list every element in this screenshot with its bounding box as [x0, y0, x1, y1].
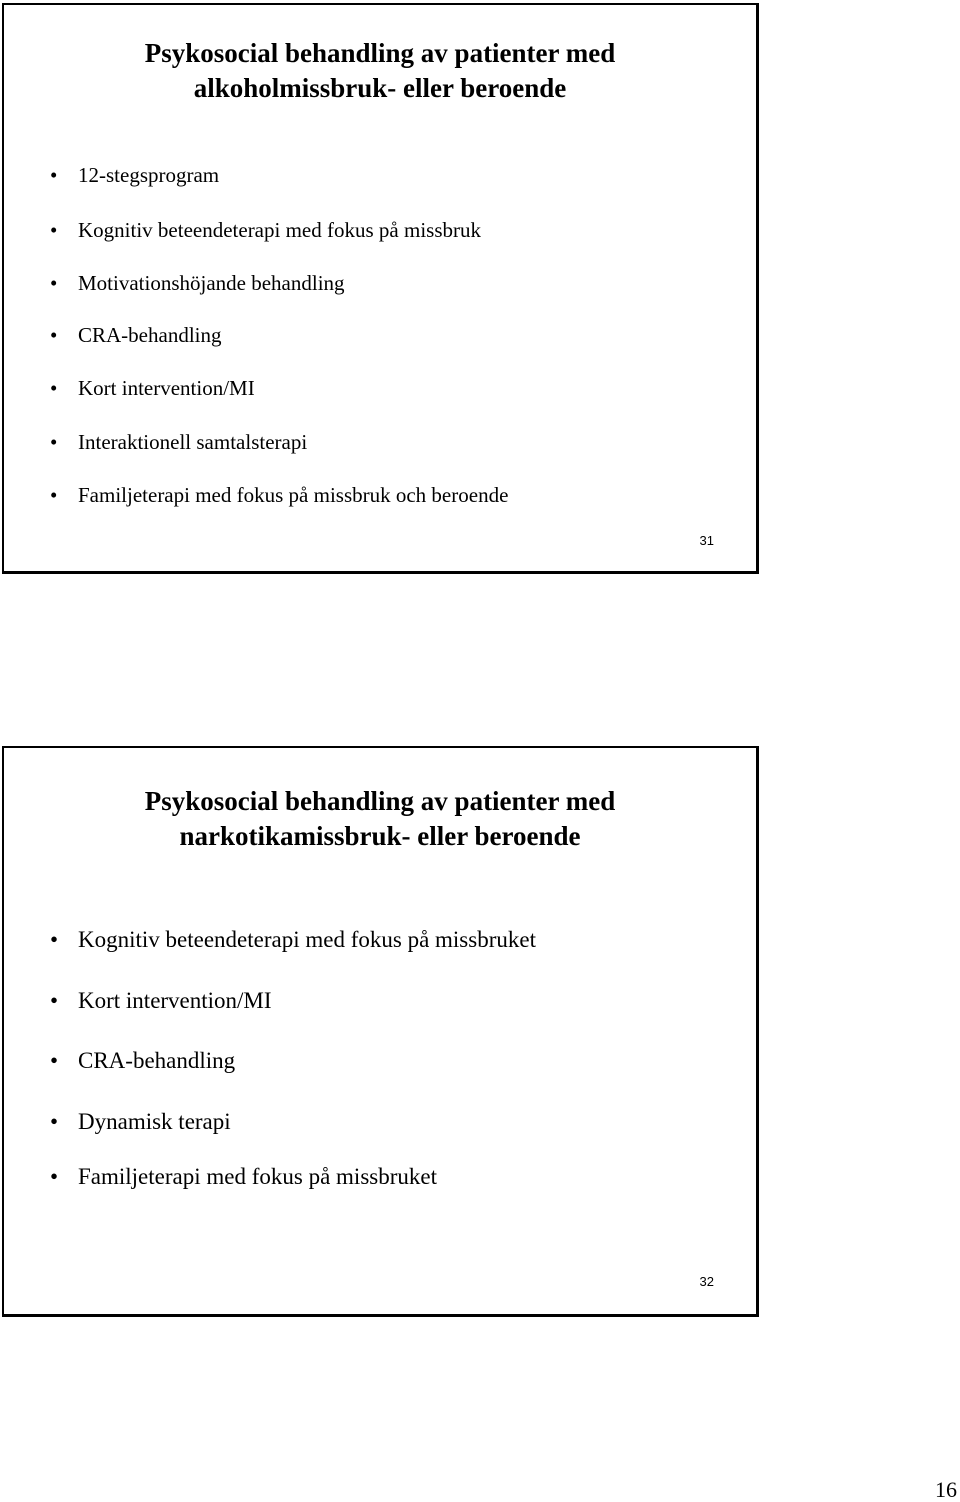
bullet-icon: •	[50, 376, 58, 400]
bullet-icon: •	[50, 1048, 59, 1073]
list-item-text: CRA-behandling	[78, 1048, 236, 1073]
bullet-icon: •	[50, 988, 59, 1013]
slide-title	[4, 784, 756, 854]
list-item	[50, 1048, 236, 1074]
list-item	[50, 218, 481, 242]
list-item-text: Interaktionell samtalsterapi	[78, 430, 308, 454]
slide-number: 32	[699, 1274, 714, 1289]
slide-title-line-2: narkotikamissbruk- eller beroende	[179, 821, 581, 851]
list-item	[50, 483, 509, 507]
list-item	[50, 271, 345, 295]
slide-title	[4, 36, 756, 106]
list-item-text: Kort intervention/MI	[78, 988, 272, 1013]
list-item	[50, 323, 222, 347]
list-item-text: CRA-behandling	[78, 323, 222, 347]
list-item-text: Familjeterapi med fokus på missbruk och beroende	[78, 483, 509, 507]
page-number: 16	[935, 1477, 957, 1502]
list-item	[50, 376, 255, 400]
list-item	[50, 1109, 231, 1135]
slide-number: 31	[699, 533, 714, 548]
bullet-icon: •	[50, 271, 58, 295]
bullet-icon: •	[50, 927, 59, 952]
slide-title-line-1: Psykosocial behandling av patienter med	[144, 38, 616, 68]
list-item	[50, 988, 272, 1014]
bullet-icon: •	[50, 163, 58, 187]
list-item-text: Kort intervention/MI	[78, 376, 255, 400]
bullet-icon: •	[50, 323, 58, 347]
bullet-icon: •	[50, 483, 58, 507]
list-item-text: Dynamisk terapi	[78, 1109, 231, 1134]
list-item-text: Kognitiv beteendeterapi med fokus på missbruket	[78, 927, 536, 952]
list-item	[50, 927, 536, 953]
slide-31	[2, 3, 759, 574]
slide-32	[2, 746, 759, 1317]
slide-title-line-2: alkoholmissbruk- eller beroende	[193, 73, 567, 103]
list-item	[50, 1164, 437, 1190]
list-item-text: Familjeterapi med fokus på missbruket	[78, 1164, 437, 1189]
list-item-text: Motivationshöjande behandling	[78, 271, 345, 295]
list-item	[50, 163, 220, 187]
slide-title-line-1: Psykosocial behandling av patienter med	[144, 786, 616, 816]
bullet-icon: •	[50, 1109, 59, 1134]
list-item	[50, 430, 308, 454]
list-item-text: 12-stegsprogram	[78, 163, 220, 187]
bullet-icon: •	[50, 1164, 59, 1189]
list-item-text: Kognitiv beteendeterapi med fokus på missbruk	[78, 218, 481, 242]
bullet-icon: •	[50, 218, 58, 242]
bullet-icon: •	[50, 430, 58, 454]
